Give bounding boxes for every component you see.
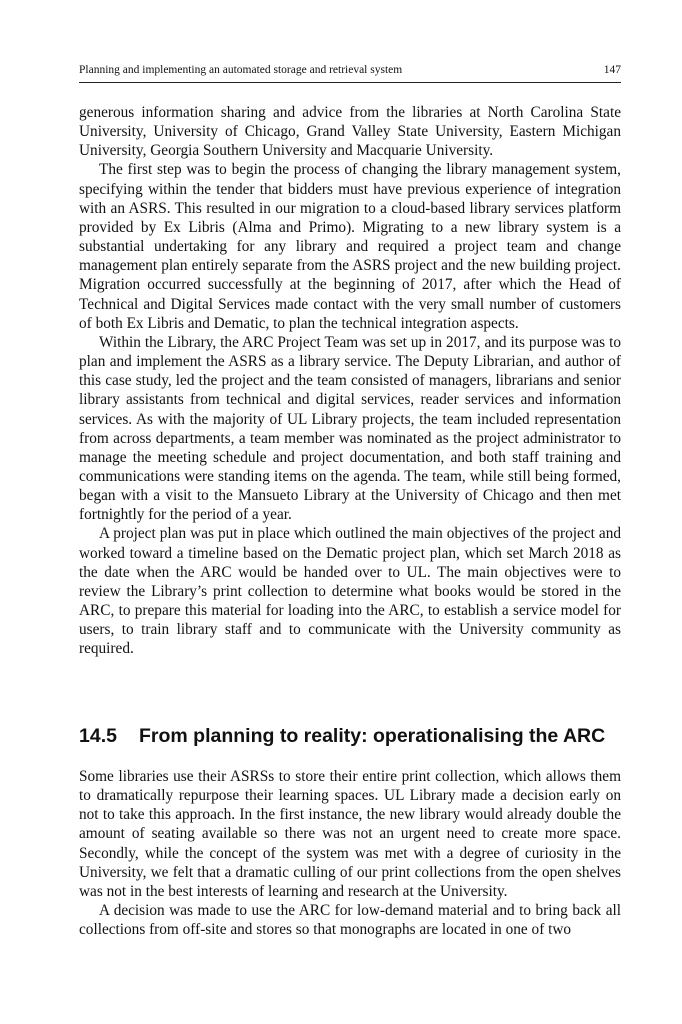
paragraph: Some libraries use their ASRSs to store their entire print collection, which allows them to dramatically repurpose their learning spaces. UL Library made a decision early on not to take this approach. In the first instance, the new library would already double the amount of seating available so there was not an urgent need to create more space. Secondly, while the concept of the system was met with a degree of curiosity in the University, we felt that a dramatic culling of our print collections from the open shelves was not in the best interests of learning and research at the University. <box>79 768 621 900</box>
running-title: Planning and implementing an automated storage and retrieval system <box>79 64 403 76</box>
running-head <box>79 64 621 83</box>
page-number: 147 <box>603 64 621 76</box>
paragraph: The first step was to begin the process of changing the library management system, specifying within the tender that bidders must have previous experience of integration with an ASRS. This resulted in our migration to a cloud-based library services platform provided by Ex Libris (Alma and Primo). Migrating to a new library system is a substantial undertaking for any library and required a project team and change management plan entirely separate from the ASRS project and the new building project. Migration occurred successfully at the beginning of 2017, after which the Head of Technical and Digital Services made contact with the very small number of customers of both Ex Libris and Dematic, to plan the technical integration aspects. <box>79 161 621 332</box>
body-text-top <box>79 103 621 659</box>
body-text-bottom <box>79 767 621 939</box>
section-heading <box>79 723 621 749</box>
paragraph: Within the Library, the ARC Project Team was set up in 2017, and its purpose was to plan and implement the ASRS as a library service. The Deputy Librarian, and author of this case study, led the project and the team consisted of managers, librarians and senior library assistants from technical and digital services, reader services and information services. As with the majority of UL Library projects, the team included representation from across departments, a team member was nominated as the project administrator to manage the meeting schedule and project documentation, and both staff training and communications were standing items on the agenda. The team, while still being formed, began with a visit to the Mansueto Library at the University of Chicago and then met fortnightly for the period of a year. <box>79 333 621 524</box>
paragraph: A project plan was put in place which outlined the main objectives of the project and worked toward a timeline based on the Dematic project plan, which set March 2018 as the date when the ARC would be handed over to UL. The main objectives were to review the Library’s print collection to determine what books would be stored in the ARC, to prepare this material for loading into the ARC, to establish a service model for users, to train library staff and to communicate with the University community as required. <box>79 525 621 658</box>
section-number: 14.5 <box>79 725 117 747</box>
section-title: From planning to reality: operationalising the ARC <box>139 725 606 747</box>
paragraph: A decision was made to use the ARC for low-demand material and to bring back all collections from off-site and stores so that monographs are located in one of two <box>79 902 621 939</box>
paragraph: generous information sharing and advice from the libraries at North Carolina State University, University of Chicago, Grand Valley State University, Eastern Michigan University, Georgia Southern University and Macquarie University. <box>79 104 621 160</box>
